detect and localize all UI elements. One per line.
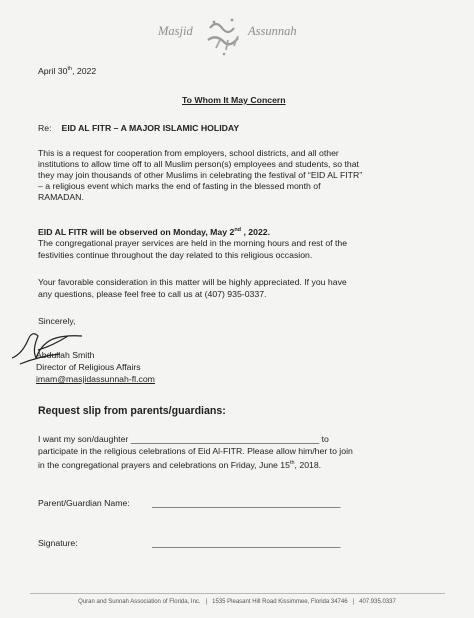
letter-date: April 30th, 2022 — [38, 65, 97, 76]
subject-text: EID AL FITR – A MAJOR ISLAMIC HOLIDAY — [61, 123, 240, 133]
paragraph-line: – a religious event which marks the end of fasting in the blessed month of — [38, 181, 321, 191]
paragraph-line: they may join thousands of other Muslims in celebrating the festival of “EID AL FITR” — [38, 170, 363, 180]
letterhead-logo — [158, 14, 318, 58]
paragraph-line: This is a request for cooperation from employers, school districts, and all other — [38, 148, 339, 158]
signature-field[interactable]: _______________________________________ — [152, 538, 341, 548]
footer-divider — [30, 593, 445, 594]
guardian-name-label: Parent/Guardian Name: — [38, 498, 130, 508]
child-name-field[interactable]: _______________________________________ — [130, 434, 320, 444]
footer: Quran and Sunnah Association of Florida, Inc. | 1535 Pleasant Hill Road Kissimmee, Florida 34746 | 407.935.0337 — [78, 599, 396, 605]
signer-title: Director of Religious Affairs — [36, 362, 141, 372]
subject-line: Re: EID AL FITR – A MAJOR ISLAMIC HOLIDAY — [38, 123, 240, 133]
paragraph-line: festivities continue throughout the day related to this religious occasion. — [38, 250, 313, 260]
closing: Sincerely, — [38, 316, 76, 326]
footer-address: 1535 Pleasant Hill Road Kissimmee, Florida 34746 — [212, 599, 348, 605]
paragraph-line: RAMADAN. — [38, 192, 84, 202]
slip-line-1: I want my son/daughter _______________________________________ to — [38, 434, 329, 444]
footer-phone: 407.935.0337 — [359, 599, 396, 605]
paragraph-line: The congregational prayer services are held in the morning hours and rest of the — [38, 238, 348, 248]
paragraph-line: Your favorable consideration in this matter will be highly appreciated. If you have — [38, 277, 347, 287]
signature-label: Signature: — [38, 538, 78, 548]
footer-org: Quran and Sunnah Association of Florida, Inc. — [78, 599, 201, 605]
slip-line-2: participate in the religious celebrations of Eid Al-FITR. Please allow him/her to join — [38, 446, 353, 456]
arabic-calligraphy-logo-icon — [202, 14, 246, 58]
observed-date-line: EID AL FITR will be observed on Monday, May 2nd , 2022. — [38, 226, 271, 237]
letterhead-assunnah: Assunnah — [248, 24, 297, 38]
signer-name: Abdullah Smith — [36, 350, 95, 360]
guardian-name-field[interactable]: _______________________________________ — [152, 498, 341, 508]
slip-heading: Request slip from parents/guardians: — [38, 405, 226, 417]
slip-line-3: in the congregational prayers and celebrations on Friday, June 15th, 2018. — [38, 459, 322, 470]
salutation-heading: To Whom It May Concern — [182, 95, 286, 105]
paragraph-line: any questions, please feel free to call us at (407) 935-0337. — [38, 289, 267, 299]
paragraph-line: institutions to allow time off to all Muslim person(s) employees and students, so that — [38, 159, 359, 169]
letterhead-masjid: Masjid — [158, 24, 193, 38]
signer-email[interactable]: imam@masjidassunnah-fl.com — [36, 374, 155, 384]
